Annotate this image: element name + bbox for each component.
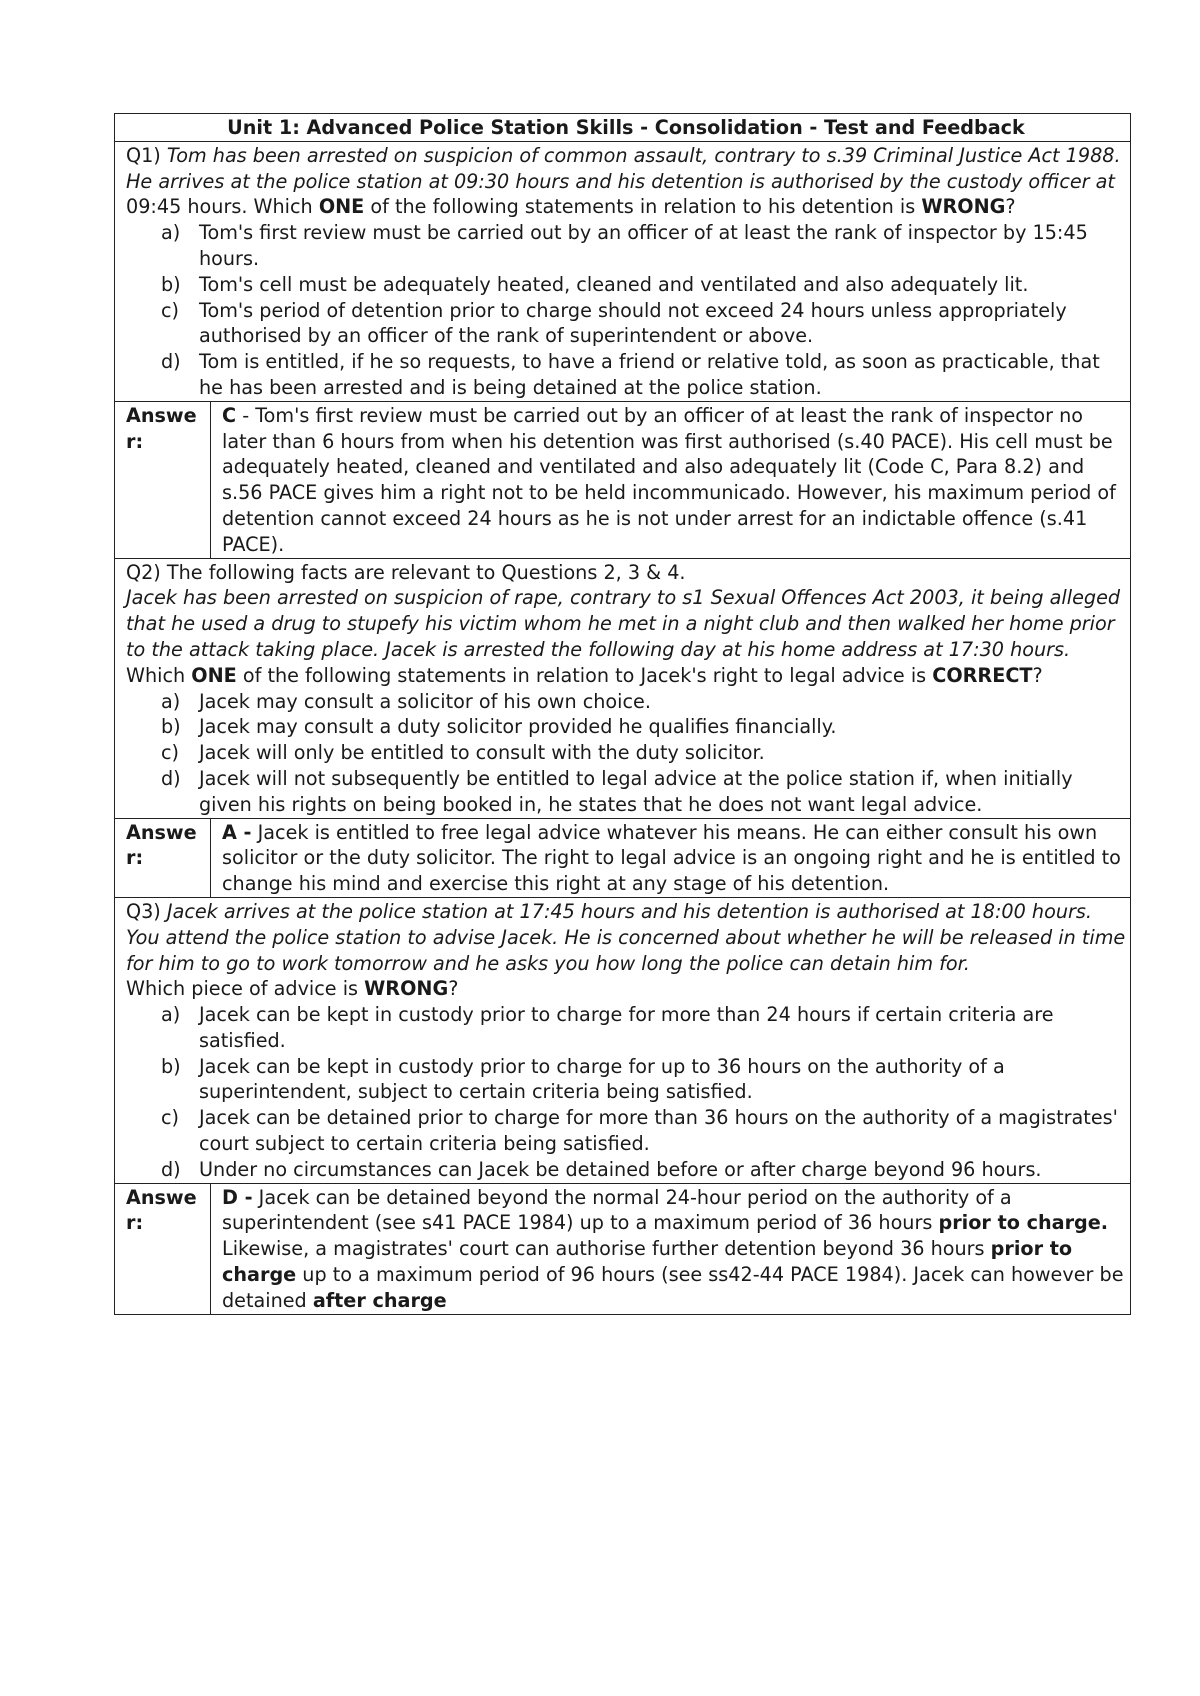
option-letter: a) xyxy=(161,221,181,245)
option-text: Under no circumstances can Jacek be detained before or after charge beyond 96 hours. xyxy=(199,1157,1042,1181)
question-2 xyxy=(115,558,1131,818)
option-text: Tom is entitled, if he so requests, to have a friend or relative told, as soon as practicable, that he has been arrested and is being detained at the police station. xyxy=(199,350,1100,399)
question-end: ? xyxy=(448,977,459,1001)
option-d xyxy=(126,349,1126,401)
answer-label: Answer: xyxy=(115,1183,211,1314)
question-facts: You attend the police station to advise Jacek. He is concerned about whether he will be released in time for him to go to work tomorrow and he asks you how long the police can detain him for. xyxy=(126,925,1126,975)
option-text: Tom's period of detention prior to charge should not exceed 24 hours unless appropriately authorised by an officer of the rank of superintendent or above. xyxy=(199,298,1067,348)
option-letter: d) xyxy=(161,766,181,790)
question-end: ? xyxy=(1005,195,1016,219)
answer-3 xyxy=(211,1183,1131,1314)
answer-text: Jacek is entitled to free legal advice whatever his means. He can either consult his own solicitor or the duty solicitor. The right to legal advice is an ongoing right and he is entitled to change his mind and exercise this right at any stage of his detention. xyxy=(222,820,1121,896)
option-text: Jacek may consult a duty solicitor provided he qualifies financially. xyxy=(199,715,837,739)
question-2-stem xyxy=(126,663,1126,689)
question-3 xyxy=(115,897,1131,1183)
question-intro: The following facts are relevant to Questions 2, 3 & 4. xyxy=(166,560,686,584)
title-row xyxy=(115,114,1131,142)
question-2-intro xyxy=(126,560,1126,586)
question-3-options xyxy=(126,1002,1126,1183)
option-a xyxy=(126,689,1126,715)
answer-text: up to a maximum period of 96 hours (see ss42-44 PACE 1984). Jacek can however be detained xyxy=(222,1263,1124,1312)
emphasis-keyword: WRONG xyxy=(921,195,1006,219)
emphasis-one: ONE xyxy=(318,195,365,219)
question-text: 09:45 hours. Which xyxy=(126,195,319,219)
option-text: Jacek will not subsequently be entitled to legal advice at the police station if, when initially given his rights on being booked in, he states that he does not want legal advice. xyxy=(199,766,1073,816)
option-text: Jacek can be kept in custody prior to charge for up to 36 hours on the authority of a superintendent, subject to certain criteria being satisfied. xyxy=(199,1054,1005,1104)
option-a xyxy=(126,220,1126,272)
answer-3-row xyxy=(115,1183,1131,1314)
answer-label: Answer: xyxy=(115,401,211,558)
option-letter: c) xyxy=(161,298,180,322)
answer-emphasis: after charge xyxy=(312,1288,447,1312)
answer-text: Likewise, a magistrates' court can authorise further detention beyond 36 hours xyxy=(222,1237,991,1261)
emphasis-keyword: CORRECT xyxy=(932,663,1033,687)
question-2-options xyxy=(126,689,1126,818)
option-letter: a) xyxy=(161,1003,181,1027)
emphasis-keyword: WRONG xyxy=(364,977,449,1001)
question-1-options xyxy=(126,220,1126,401)
option-letter: b) xyxy=(161,272,181,296)
option-c xyxy=(126,298,1126,350)
question-2-facts xyxy=(126,585,1126,662)
option-d xyxy=(126,1157,1126,1183)
option-letter: d) xyxy=(161,350,181,374)
option-b xyxy=(126,714,1126,740)
option-b xyxy=(126,1054,1126,1106)
question-3-facts-1 xyxy=(126,899,1126,925)
option-d xyxy=(126,766,1126,818)
answer-text: - Tom's first review must be carried out by an officer of at least the rank of inspector no later than 6 hours from when his detention was first authorised (s.40 PACE). His cell must be adequately heated, cleaned and ventilated and also adequately lit (Code C, Para 8.2) and s.56 PACE gives him a right not to be held incommunicado. However, his maximum period of detention cannot exceed 24 hours as he is not under arrest for an indictable offence (s.41 PACE). xyxy=(222,403,1116,556)
option-text: Jacek can be detained prior to charge for more than 36 hours on the authority of a magistrates' court subject to certain criteria being satisfied. xyxy=(199,1106,1118,1156)
question-end: ? xyxy=(1032,663,1043,687)
question-1-stem xyxy=(126,143,1126,220)
question-facts: Tom has been arrested on suspicion of common assault, contrary to s.39 Criminal Justice Act 1988. He arrives at the police station at 09:30 hours and his detention is authorised by the custody officer at xyxy=(126,143,1121,193)
answer-text: Jacek can be detained beyond the normal 24-hour period on the authority of a superintendent (see s41 PACE 1984) up to a maximum period of 36 hours xyxy=(222,1185,1012,1235)
option-a xyxy=(126,1002,1126,1054)
question-number: Q1) xyxy=(126,143,167,167)
option-letter: c) xyxy=(161,741,180,765)
answer-key: C xyxy=(222,403,237,427)
question-2-row xyxy=(115,558,1131,818)
question-3-facts-2 xyxy=(126,925,1126,977)
question-text: Which piece of advice is xyxy=(126,977,365,1001)
option-text: Tom's cell must be adequately heated, cleaned and ventilated and also adequately lit. xyxy=(199,272,1029,296)
answer-2-row xyxy=(115,818,1131,897)
option-letter: a) xyxy=(161,689,181,713)
question-text: of the following statements in relation to Jacek's right to legal advice is xyxy=(236,663,933,687)
question-3-row xyxy=(115,897,1131,1183)
question-1 xyxy=(115,141,1131,401)
option-text: Jacek will only be entitled to consult with the duty solicitor. xyxy=(199,741,765,765)
answer-emphasis: prior to charge xyxy=(222,1237,1073,1287)
question-1-row xyxy=(115,141,1131,401)
page-title: Unit 1: Advanced Police Station Skills - Consolidation - Test and Feedback xyxy=(115,114,1131,142)
option-c xyxy=(126,740,1126,766)
answer-1 xyxy=(211,401,1131,558)
answer-label: Answer: xyxy=(115,818,211,897)
question-3-stem xyxy=(126,976,1126,1002)
option-letter: b) xyxy=(161,715,181,739)
question-facts: Jacek arrives at the police station at 17:45 hours and his detention is authorised at 18:00 hours. xyxy=(166,899,1092,923)
consolidation-test-table xyxy=(114,113,1131,1315)
option-letter: c) xyxy=(161,1106,180,1130)
answer-1-row xyxy=(115,401,1131,558)
question-number: Q3) xyxy=(126,899,167,923)
answer-key: A - xyxy=(222,820,252,844)
option-b xyxy=(126,272,1126,298)
question-text: Which xyxy=(126,663,192,687)
option-text: Jacek can be kept in custody prior to charge for more than 24 hours if certain criteria are satisfied. xyxy=(199,1003,1054,1052)
answer-emphasis: prior to charge. xyxy=(938,1211,1109,1235)
option-letter: d) xyxy=(161,1157,181,1181)
question-number: Q2) xyxy=(126,560,167,584)
document-page xyxy=(114,113,1131,1315)
answer-2 xyxy=(211,818,1131,897)
option-text: Tom's first review must be carried out by an officer of at least the rank of inspector by 15:45 hours. xyxy=(199,221,1088,270)
option-text: Jacek may consult a solicitor of his own choice. xyxy=(199,689,651,713)
option-letter: b) xyxy=(161,1054,181,1078)
answer-key: D - xyxy=(222,1185,253,1209)
option-c xyxy=(126,1105,1126,1157)
emphasis-one: ONE xyxy=(191,663,237,687)
question-text: of the following statements in relation to his detention is xyxy=(364,195,922,219)
question-facts: Jacek has been arrested on suspicion of rape, contrary to s1 Sexual Offences Act 2003, it being alleged that he used a drug to stupefy his victim whom he met in a night club and then walked her home prior to the attack taking place. Jacek is arrested the following day at his home address at 17:30 hours. xyxy=(126,586,1121,661)
